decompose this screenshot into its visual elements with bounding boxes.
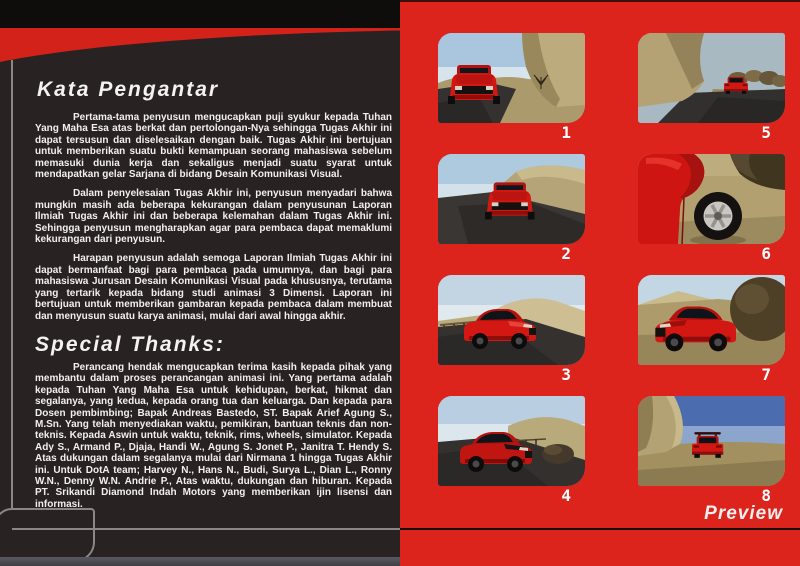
thumbnail-number: 3 bbox=[561, 365, 571, 384]
special-thanks-body bbox=[35, 362, 392, 510]
thumbnail-number: 2 bbox=[561, 244, 571, 263]
car-scene-2-icon bbox=[438, 154, 585, 244]
bottom-rule-left bbox=[12, 528, 400, 530]
preview-panel bbox=[400, 0, 800, 566]
red-swoosh-decoration bbox=[0, 28, 400, 64]
thumbnail-6 bbox=[638, 154, 785, 244]
bottom-edge-band bbox=[0, 557, 400, 566]
page-title: Kata Pengantar bbox=[37, 78, 220, 101]
thumbnail-5 bbox=[638, 33, 785, 123]
thumbnail-8 bbox=[638, 396, 785, 486]
left-border-line bbox=[11, 60, 13, 508]
thumbnail-4 bbox=[438, 396, 585, 486]
car-scene-6-icon bbox=[638, 154, 785, 244]
thumbnail-1 bbox=[438, 33, 585, 123]
paragraph-3: Harapan penyusun adalah semoga Laporan Ilmiah Tugas Akhir ini dapat bermanfaat bagi para pembaca pada umumnya, dan bagi para mahasiswa Jurusan Desain Komunikasi Visual pada khususnya, terutama yang tertarik kepada bidang studi animasi 3 Dimensi. Laporan ini bertujuan untuk memberikan gambaran kepada pembaca dalam membuat dan menyusun suatu karya animasi, mulai dari awal hingga akhir. bbox=[35, 253, 392, 322]
corner-outline-decoration bbox=[0, 508, 95, 562]
top-edge-line bbox=[400, 0, 800, 2]
thumbnail-3 bbox=[438, 275, 585, 365]
thumbnail-2 bbox=[438, 154, 585, 244]
preview-label: Preview bbox=[704, 503, 783, 524]
thumbnail-number: 4 bbox=[561, 486, 571, 505]
thumbnail-number: 8 bbox=[761, 486, 771, 505]
thumbnail-number: 7 bbox=[761, 365, 771, 384]
car-scene-8-icon bbox=[638, 396, 785, 486]
paragraph-2: Dalam penyelesaian Tugas Akhir ini, penyusun menyadari bahwa mungkin masih ada beberapa kekurangan dalam penyusunan Laporan Ilmiah Tugas Akhir ini dan beberapa kelemahan dalam Tugas Akhir ini. Sehingga penyusun mengharapkan agar para pembaca dapat memaklumi kekurangan dari penyusun. bbox=[35, 188, 392, 246]
special-thanks-title: Special Thanks: bbox=[35, 333, 225, 356]
paragraph-1: Pertama-tama penyusun mengucapkan puji syukur kepada Tuhan Yang Maha Esa atas berkat dan pertolongan-Nya sehingga Tugas Akhir ini dapat tersusun dan diselesaikan dengan baik. Tugas Akhir ini bertujuan untuk memberikan suatu bukti kemampuan seorang mahasiswa sebelum memasuki dunia kerja dan sekaligus menjadi suatu syarat untuk mendapatkan gelar Sarjana di bidang Desain Komunikasi Visual. bbox=[35, 112, 392, 181]
bottom-rule-right bbox=[400, 528, 800, 530]
thumbnail-number: 6 bbox=[761, 244, 771, 263]
car-scene-1-icon bbox=[438, 33, 585, 123]
thumbnail-number: 5 bbox=[761, 123, 771, 142]
thumbnail-number: 1 bbox=[561, 123, 571, 142]
top-black-strip bbox=[0, 0, 400, 28]
car-scene-4-icon bbox=[438, 396, 585, 486]
car-scene-7-icon bbox=[638, 275, 785, 365]
thumbnail-7 bbox=[638, 275, 785, 365]
car-scene-5-icon bbox=[638, 33, 785, 123]
paragraph-4: Perancang hendak mengucapkan terima kasih kepada pihak yang membantu dalam proses perancangan animasi ini. Yang pertama adalah kepada Tuhan Yang Maha Esa untuk kehidupan, berkat, hikmat dan segalanya, yang kedua, kepada orang tua dan keluarga. Dan kepada para Dosen pembimbing; Bapak Andreas Bastedo, ST. Bapak Arief Agung S., M.Sn. Yang telah menyediakan waktu, pemikiran, bantuan teknis dan non-teknis. Kepada Aswin untuk waktu, teknik, rims, wheels, simulator. Kepada Ady S., Armand P., Djaja, Handi W., Agung S. Jonet P., Janitra T. Hendy S. Atas dukungan dalam segalanya mulai dari Nirmana 1 hingga Tugas Akhir ini. Untuk DotA team; Harvey N., Hans N., Budi, Surya L., Dian L., Ronny W.N., Denny W.N. Andrie P., Atas waktu, dukungan dan hiburan. Kepada PT. Srikandi Diamond Indah Motors yang memberikan ijin lisensi dan informasi. bbox=[35, 362, 392, 510]
car-scene-3-icon bbox=[438, 275, 585, 365]
preface-body bbox=[35, 112, 392, 330]
